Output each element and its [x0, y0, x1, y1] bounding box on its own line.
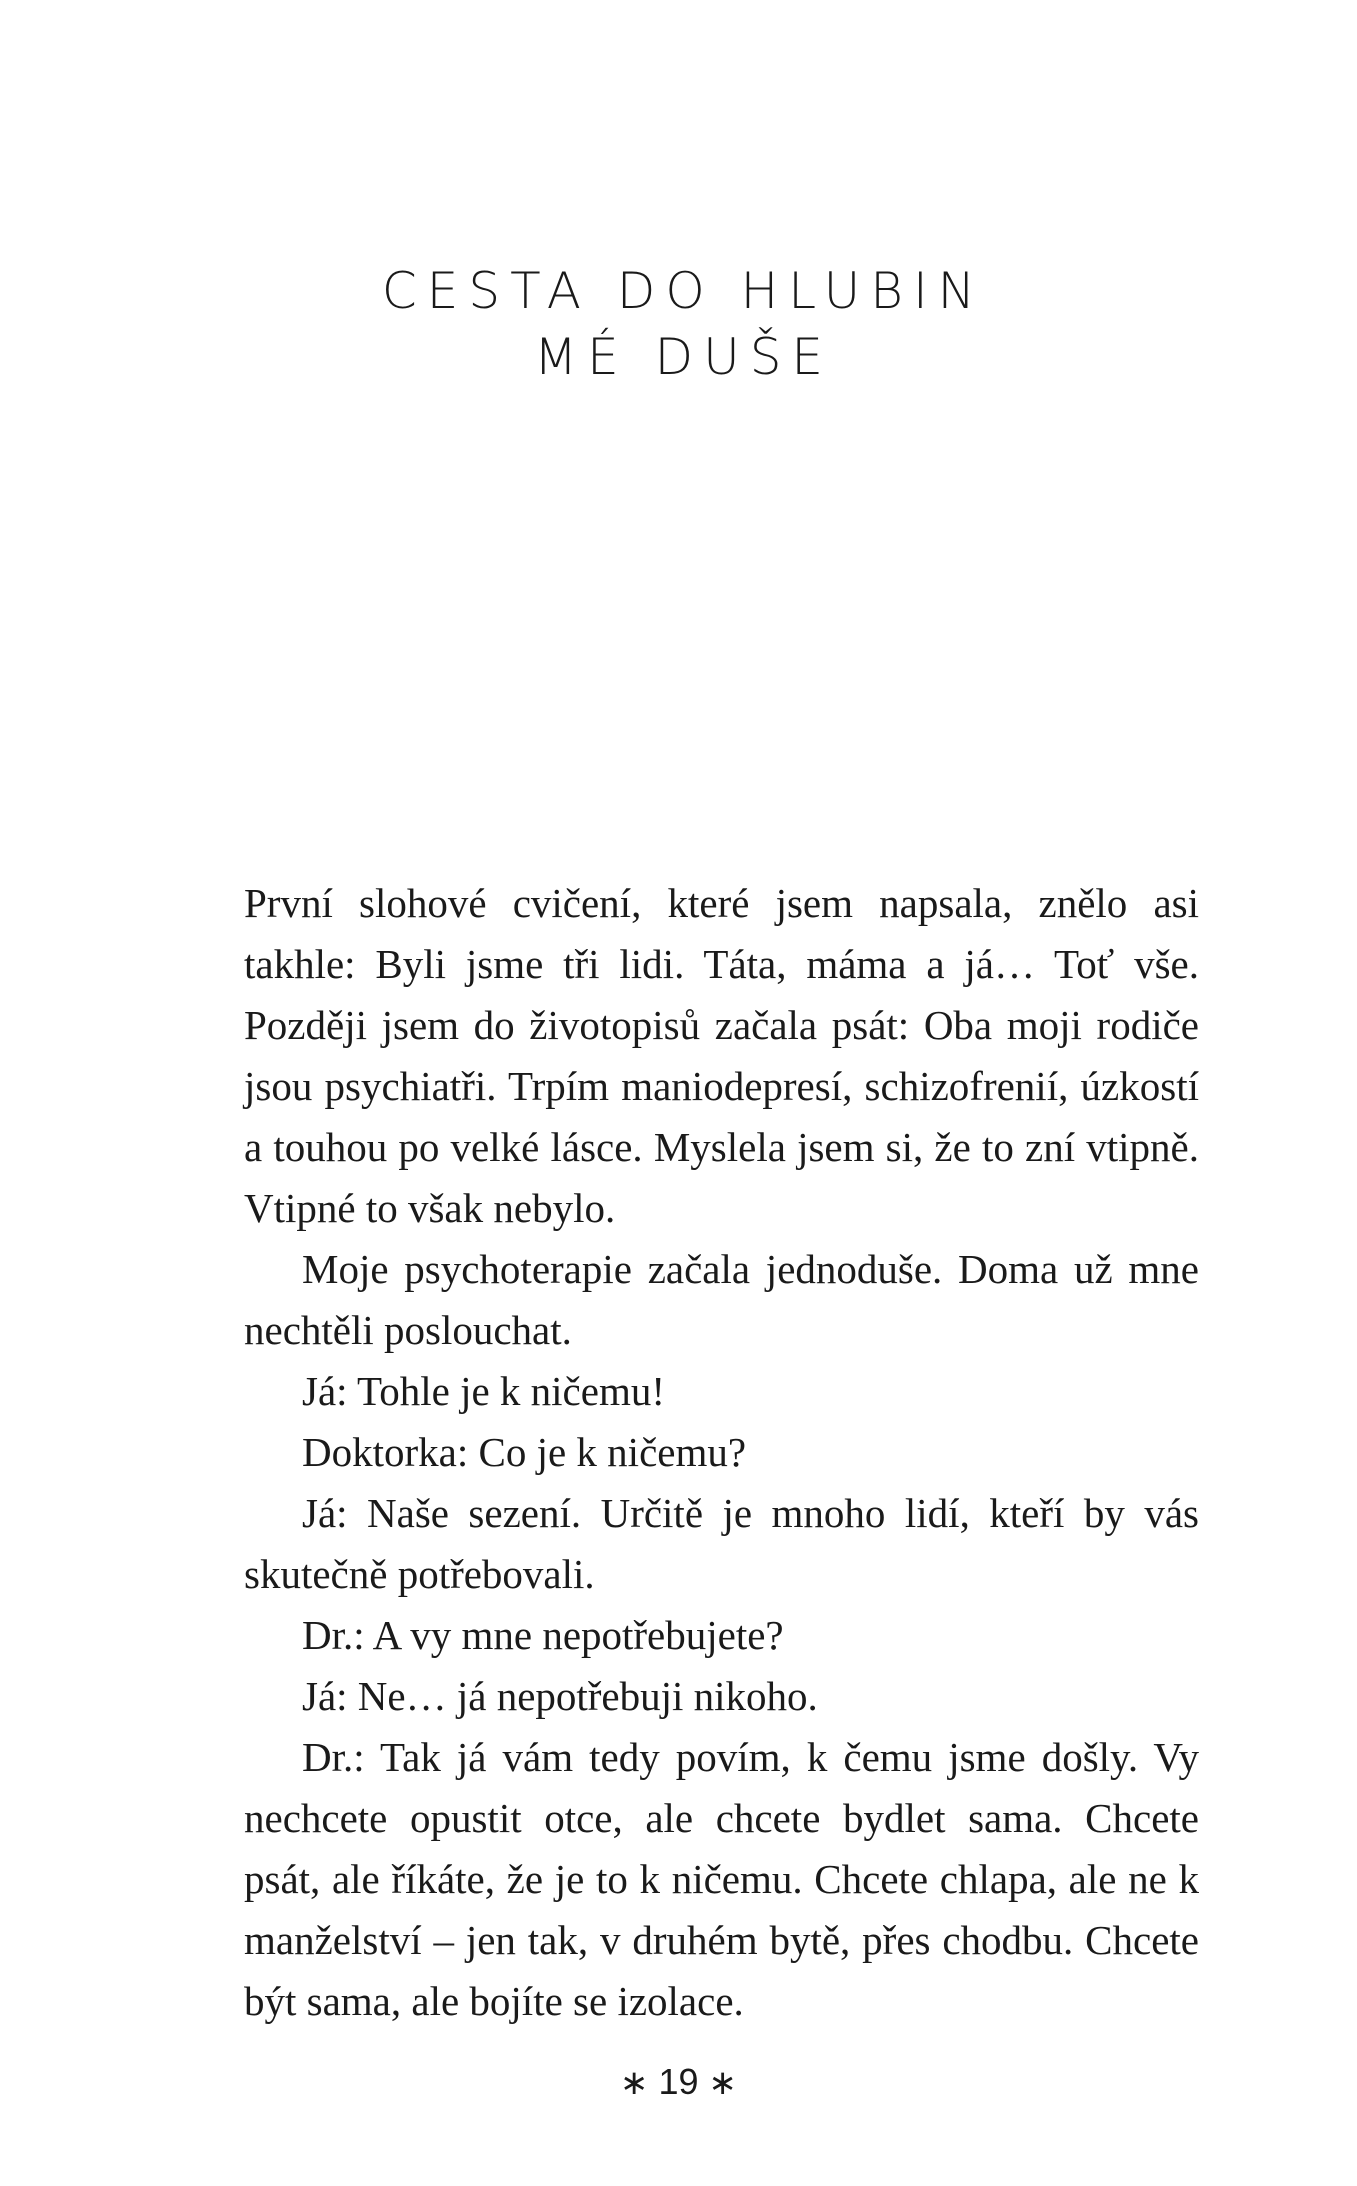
dialogue-line: Já: Naše sezení. Určitě je mnoho lidí, kteří by vás skutečně potřebovali.	[244, 1490, 1199, 1597]
paragraph-therapy-start: Moje psychoterapie začala jednoduše. Doma už mne nechtěli poslouchat.	[244, 1246, 1199, 1353]
page-footer	[0, 2057, 1357, 2108]
chapter-title-line-2: MÉ DUŠE	[533, 328, 834, 386]
paragraph-opening: První slohové cvičení, které jsem napsala, znělo asi takhle: Byli jsme tři lidi. Táta, máma a já… Toť vše. Později jsem do životopisů začala psát: Oba moji rodiče jsou psychiatři. Trpím maniodepresí, schizofrenií, úzkostí a touhou po velké lásce. Myslela jsem si, že to zní vtipně. Vtipné to však nebylo.	[244, 880, 1199, 1231]
chapter-title-line-1: CESTA DO HLUBIN	[381, 262, 986, 320]
asterisk-ornament-left: ∗	[619, 2063, 649, 2103]
dialogue-line: Doktorka: Co je k ničemu?	[302, 1429, 747, 1475]
dialogue-line: Dr.: A vy mne nepotřebujete?	[302, 1612, 784, 1658]
chapter-title	[0, 258, 1357, 390]
page-number: 19	[658, 2061, 699, 2102]
dialogue-line: Já: Tohle je k ničemu!	[302, 1368, 665, 1414]
dialogue-line: Já: Ne… já nepotřebuji nikoho.	[302, 1673, 818, 1719]
dialogue-line: Dr.: Tak já vám tedy povím, k čemu jsme došly. Vy nechcete opustit otce, ale chcete bydlet sama. Chcete psát, ale říkáte, že je to k ničemu. Chcete chlapa, ale ne k manželství – jen tak, v druhém bytě, přes chodbu. Chcete být sama, ale bojíte se izolace.	[244, 1734, 1199, 2024]
asterisk-ornament-right: ∗	[708, 2063, 738, 2103]
body-text	[244, 873, 1199, 2032]
